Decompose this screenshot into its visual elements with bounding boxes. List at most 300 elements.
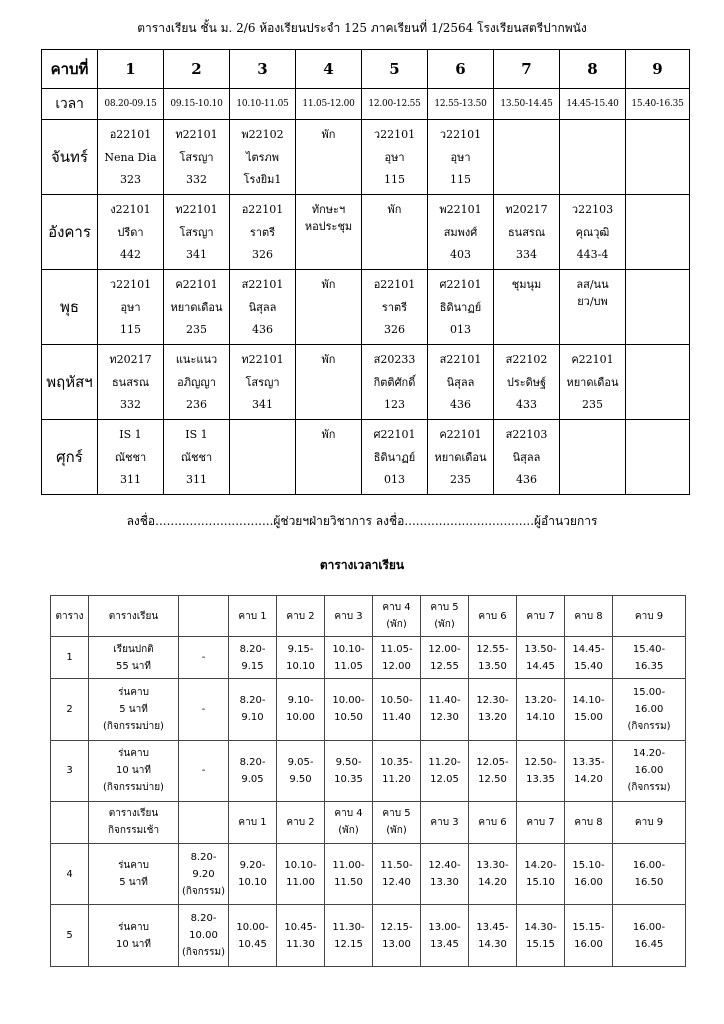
- cell-content: [560, 348, 625, 416]
- cell-line: 12.15: [334, 938, 363, 950]
- cell-line: นิสุลล: [248, 300, 277, 314]
- cell-line: ว22101: [109, 278, 152, 291]
- cell-line: 436: [450, 398, 471, 411]
- cell-line: 8.20-: [239, 695, 266, 707]
- day-row: [42, 345, 690, 420]
- cell-line: ลส/นน: [576, 278, 609, 291]
- timetable-cell: [517, 596, 565, 637]
- timetable-cell: [179, 843, 229, 905]
- timetable-cell: [179, 596, 229, 637]
- cell-line: (กิจกรรม): [627, 720, 671, 732]
- cell-line: (กิจกรรมบ่าย): [103, 782, 164, 794]
- cell-line: 15.10: [526, 877, 555, 889]
- timetable-cell: [325, 637, 373, 678]
- cell-line: IS 1: [185, 428, 208, 441]
- cell-line: โรงยิม1: [243, 173, 282, 186]
- cell-line: คาบ 4: [382, 602, 411, 614]
- cell-content: [362, 198, 427, 266]
- cell-line: 12.15-: [380, 921, 413, 933]
- cell-line: คุณวุฒิ: [575, 225, 610, 239]
- timetable-cell: [51, 637, 89, 678]
- cell-content: [428, 273, 493, 341]
- cell-line: คาบ 5: [382, 808, 411, 820]
- cell-line: ธิดินาฏย์: [439, 300, 482, 314]
- cell-content: [296, 423, 361, 491]
- timetable-cell: [373, 678, 421, 740]
- cell-line: 13.20-: [524, 695, 557, 707]
- cell-line: ว22101: [373, 128, 416, 141]
- cell-line: (กิจกรรม): [181, 947, 226, 959]
- cell-line: 123: [384, 398, 405, 411]
- timetable-cell: [373, 740, 421, 802]
- cell-line: คาบ 2: [286, 610, 315, 622]
- cell-line: ทักษะฯ: [311, 203, 346, 216]
- timetable-cell: [469, 596, 517, 637]
- cell-line: 332: [120, 398, 141, 411]
- cell-line: 311: [186, 473, 207, 486]
- cell-line: ตารางเรียน: [108, 610, 159, 622]
- timetable-cell: [373, 905, 421, 967]
- timetable-cell: [325, 843, 373, 905]
- schedule-cell: [98, 120, 164, 195]
- timetable-cell: [373, 843, 421, 905]
- cell-line: 236: [186, 398, 207, 411]
- schedule-cell: [362, 120, 428, 195]
- cell-content: [560, 198, 625, 266]
- cell-line: 14.20: [478, 877, 507, 889]
- schedule-cell: [494, 270, 560, 345]
- cell-line: อุษา: [450, 150, 471, 164]
- cell-line: กิจกรรมเช้า: [107, 825, 160, 837]
- timetable-row: [51, 637, 686, 678]
- cell-line: ธนสรณ: [507, 225, 546, 239]
- time-row: [42, 89, 690, 120]
- timetable-cell: [421, 678, 469, 740]
- cell-line: 14.45: [526, 660, 555, 672]
- cell-line: 9.20: [192, 868, 215, 880]
- timetable-cell: [277, 637, 325, 678]
- cell-content: [98, 273, 163, 341]
- cell-content: [98, 198, 163, 266]
- cell-line: คาบ 1: [238, 816, 267, 828]
- cell-line: พัก: [321, 278, 336, 291]
- cell-content: [626, 348, 689, 416]
- schedule-cell: [428, 270, 494, 345]
- cell-line: แนะแนว: [175, 353, 218, 366]
- period-header-row: [42, 50, 690, 89]
- cell-line: 235: [582, 398, 603, 411]
- cell-line: ท20217: [505, 203, 548, 216]
- period-time: 11.05-12.00: [296, 89, 362, 120]
- cell-content: [98, 348, 163, 416]
- cell-line: ไตรภพ: [245, 150, 280, 164]
- timetable-cell: [469, 802, 517, 843]
- cell-line: 55 นาที: [116, 660, 151, 672]
- cell-content: [626, 198, 689, 266]
- cell-line: (กิจกรรม): [181, 885, 226, 897]
- cell-line: 10 นาที: [116, 938, 151, 950]
- cell-content: [626, 423, 689, 491]
- day-name: อังคาร: [42, 195, 98, 270]
- timetable-cell: [565, 596, 613, 637]
- timetable-cell: [469, 843, 517, 905]
- cell-content: [164, 348, 229, 416]
- timetable-title: ตารางเวลาเรียน: [319, 558, 405, 572]
- cell-line: คาบ 3: [334, 610, 363, 622]
- cell-content: [296, 273, 361, 341]
- cell-line: ตารางเรียน: [108, 808, 159, 820]
- cell-line: ท22101: [175, 128, 218, 141]
- cell-content: [164, 198, 229, 266]
- period-time: 10.10-11.05: [230, 89, 296, 120]
- timetable-cell: [229, 596, 277, 637]
- cell-line: ชุมนุม: [511, 278, 542, 291]
- cell-line: โสรญา: [179, 150, 214, 164]
- cell-line: ร่นคาบ: [118, 921, 149, 933]
- cell-line: (พัก): [386, 619, 407, 631]
- timetable-cell: [565, 678, 613, 740]
- cell-line: Nena Dia: [104, 150, 157, 164]
- cell-line: 013: [450, 323, 471, 336]
- cell-line: 2: [66, 703, 73, 715]
- cell-line: 10.10: [238, 877, 267, 889]
- cell-line: พัก: [321, 353, 336, 366]
- cell-line: คาบ 9: [634, 610, 664, 622]
- cell-line: 14.30-: [524, 921, 557, 933]
- schedule-cell: [560, 270, 626, 345]
- timetable-cell: [373, 637, 421, 678]
- cell-line: 15.10-: [572, 860, 605, 872]
- schedule-cell: [626, 195, 690, 270]
- cell-line: ท22101: [241, 353, 284, 366]
- cell-line: เรียนปกติ: [113, 643, 154, 655]
- cell-line: (พัก): [386, 825, 407, 837]
- schedule-cell: [626, 345, 690, 420]
- cell-line: 11.05-: [380, 643, 413, 655]
- timetable-cell: [325, 905, 373, 967]
- cell-line: คาบ 6: [478, 610, 507, 622]
- cell-content: [428, 123, 493, 191]
- cell-line: 13.50-: [524, 643, 557, 655]
- schedule-cell: [164, 120, 230, 195]
- timetable-cell: [421, 637, 469, 678]
- cell-line: 13.45: [430, 938, 459, 950]
- cell-content: [230, 198, 295, 266]
- cell-line: -: [201, 652, 206, 664]
- cell-line: 10.10: [286, 660, 315, 672]
- cell-line: 341: [186, 248, 207, 261]
- cell-line: 10.50: [334, 712, 363, 724]
- timetable-cell: [229, 678, 277, 740]
- timetable-row: [51, 596, 686, 637]
- cell-content: [230, 423, 295, 491]
- cell-content: [428, 423, 493, 491]
- schedule-cell: [494, 420, 560, 495]
- cell-line: คาบ 5: [430, 602, 459, 614]
- cell-content: [428, 198, 493, 266]
- cell-line: 16.00-: [632, 860, 666, 872]
- schedule-cell: [560, 345, 626, 420]
- timetable-cell: [421, 905, 469, 967]
- schedule-cell: [164, 420, 230, 495]
- cell-line: 9.10-: [287, 695, 314, 707]
- period-time: 13.50-14.45: [494, 89, 560, 120]
- timetable-cell: [469, 905, 517, 967]
- timetable-cell: [229, 843, 277, 905]
- cell-line: 443-4: [576, 248, 609, 261]
- cell-line: ปรีดา: [117, 225, 144, 239]
- timetable-cell: [325, 678, 373, 740]
- cell-line: 11.20-: [428, 756, 461, 768]
- cell-line: 8.20-: [239, 756, 266, 768]
- timetable-cell: [229, 740, 277, 802]
- signature-line: ลงชื่อ...............................ผู้ช่วยฯฝ่ายวิชาการ ลงชื่อ..................................ผู้อำนวยการ: [126, 514, 598, 528]
- schedule-cell: [428, 420, 494, 495]
- cell-content: [494, 198, 559, 266]
- cell-line: ค22101: [175, 278, 218, 291]
- cell-line: หยาดเดือน: [566, 375, 619, 389]
- cell-line: ณัชชา: [180, 450, 213, 464]
- timetable-cell: [517, 740, 565, 802]
- cell-line: คาบ 2: [286, 816, 315, 828]
- timetable-cell: [517, 843, 565, 905]
- period-number: 1: [98, 50, 164, 89]
- period-number: 9: [626, 50, 690, 89]
- schedule-cell: [626, 270, 690, 345]
- cell-line: -: [201, 765, 206, 777]
- timetable-cell: [469, 637, 517, 678]
- day-row: [42, 420, 690, 495]
- cell-line: 12.50-: [524, 756, 557, 768]
- cell-line: 8.20-: [239, 643, 266, 655]
- timetable-cell: [89, 740, 179, 802]
- timetable-cell: [613, 637, 686, 678]
- cell-line: 9.10: [241, 712, 264, 724]
- cell-line: 10.00-: [236, 921, 269, 933]
- cell-line: นิสุลล: [512, 450, 541, 464]
- day-row: [42, 270, 690, 345]
- cell-line: 12.30: [430, 712, 459, 724]
- cell-line: 11.30: [286, 938, 315, 950]
- cell-content: [494, 123, 559, 191]
- cell-line: 12.50: [478, 773, 507, 785]
- cell-line: พัก: [387, 203, 402, 216]
- cell-line: 10.35-: [380, 756, 413, 768]
- cell-content: [296, 348, 361, 416]
- timetable-cell: [229, 802, 277, 843]
- cell-line: 15.40: [574, 660, 603, 672]
- cell-line: พ22101: [439, 203, 482, 216]
- cell-line: อ22101: [109, 128, 152, 141]
- timetable-cell: [565, 740, 613, 802]
- timetable-cell: [325, 596, 373, 637]
- cell-line: ร่นคาบ: [118, 860, 149, 872]
- cell-line: 235: [450, 473, 471, 486]
- schedule-cell: [98, 420, 164, 495]
- cell-line: 14.20: [574, 773, 603, 785]
- cell-line: พัก: [321, 428, 336, 441]
- timetable-cell: [229, 637, 277, 678]
- timetable-cell: [565, 637, 613, 678]
- cell-line: 326: [384, 323, 405, 336]
- cell-line: ท20217: [109, 353, 152, 366]
- period-time: 14.45-15.40: [560, 89, 626, 120]
- schedule-cell: [428, 195, 494, 270]
- timetable-cell: [229, 905, 277, 967]
- cell-line: (พัก): [338, 825, 359, 837]
- timetable-cell: [565, 802, 613, 843]
- cell-line: 16.00: [634, 765, 664, 777]
- cell-line: หยาดเดือน: [170, 300, 223, 314]
- timetable-cell: [89, 802, 179, 843]
- cell-line: 442: [120, 248, 141, 261]
- timetable-row: [51, 678, 686, 740]
- cell-line: 12.55: [430, 660, 459, 672]
- timetable-row: [51, 843, 686, 905]
- timetable-cell: [469, 740, 517, 802]
- schedule-cell: [560, 120, 626, 195]
- cell-line: 1: [66, 652, 73, 664]
- cell-line: 13.35-: [572, 756, 605, 768]
- period-time: 12.55-13.50: [428, 89, 494, 120]
- cell-line: 14.20-: [524, 860, 557, 872]
- timetable-cell: [51, 740, 89, 802]
- cell-line: ส22101: [439, 353, 482, 366]
- day-name: ศุกร์: [42, 420, 98, 495]
- cell-line: อุษา: [120, 300, 141, 314]
- period-time: 08.20-09.15: [98, 89, 164, 120]
- schedule-cell: [98, 270, 164, 345]
- cell-line: 9.15-: [287, 643, 314, 655]
- timetable-cell: [277, 802, 325, 843]
- cell-content: [626, 273, 689, 341]
- cell-line: 326: [252, 248, 273, 261]
- schedule-cell: [362, 270, 428, 345]
- schedule-cell: [560, 420, 626, 495]
- cell-line: 13.00-: [428, 921, 461, 933]
- timetable-cell: [51, 802, 89, 843]
- cell-line: 12.00: [382, 660, 411, 672]
- schedule-cell: [428, 120, 494, 195]
- cell-line: 11.00-: [332, 860, 365, 872]
- timetable-cell: [89, 678, 179, 740]
- cell-line: 9.20-: [239, 860, 266, 872]
- cell-line: 9.05: [241, 773, 264, 785]
- period-number: 3: [230, 50, 296, 89]
- cell-line: 12.40: [382, 877, 411, 889]
- cell-line: สมพงศ์: [443, 225, 478, 239]
- timetable-cell: [373, 596, 421, 637]
- schedule-cell: [230, 270, 296, 345]
- timetable-cell: [277, 596, 325, 637]
- cell-line: 12.40-: [428, 860, 461, 872]
- cell-line: 15.15: [526, 938, 555, 950]
- cell-line: 8.20-: [190, 913, 217, 925]
- cell-line: ส22101: [241, 278, 284, 291]
- cell-line: หยาดเดือน: [434, 450, 487, 464]
- schedule-cell: [494, 120, 560, 195]
- cell-line: พ22102: [241, 128, 284, 141]
- cell-content: [560, 123, 625, 191]
- cell-line: โสรญา: [179, 225, 214, 239]
- cell-line: 13.50: [478, 660, 507, 672]
- timetable-cell: [89, 596, 179, 637]
- cell-line: 16.35: [634, 660, 664, 672]
- cell-line: อุษา: [384, 150, 405, 164]
- cell-line: 15.00-: [632, 686, 666, 698]
- cell-line: -: [201, 703, 206, 715]
- cell-content: [98, 123, 163, 191]
- schedule-cell: [362, 345, 428, 420]
- cell-content: [362, 273, 427, 341]
- cell-line: 115: [450, 173, 471, 186]
- cell-line: 4: [66, 868, 73, 880]
- cell-line: 115: [120, 323, 141, 336]
- timetable-cell: [179, 740, 229, 802]
- timetable-cell: [373, 802, 421, 843]
- cell-line: 235: [186, 323, 207, 336]
- cell-line: 12.55-: [476, 643, 509, 655]
- cell-line: 12.05: [430, 773, 459, 785]
- cell-line: 16.00-: [632, 921, 666, 933]
- timetable-cell: [421, 740, 469, 802]
- timetable-cell: [89, 905, 179, 967]
- cell-line: 436: [252, 323, 273, 336]
- cell-line: 11.30-: [332, 921, 365, 933]
- period-time: 12.00-12.55: [362, 89, 428, 120]
- schedule-cell: [296, 345, 362, 420]
- cell-line: IS 1: [119, 428, 142, 441]
- cell-line: ศ22101: [373, 428, 416, 441]
- schedule-cell: [494, 345, 560, 420]
- cell-content: [362, 348, 427, 416]
- timetable-cell: [51, 905, 89, 967]
- cell-line: ร่นคาบ: [118, 686, 149, 698]
- cell-line: 10.00: [189, 930, 218, 942]
- cell-line: คาบ 8: [574, 610, 603, 622]
- schedule-cell: [626, 420, 690, 495]
- cell-content: [230, 123, 295, 191]
- cell-line: 403: [450, 248, 471, 261]
- cell-line: คาบ 6: [478, 816, 507, 828]
- timetable-cell: [179, 637, 229, 678]
- cell-line: ว22103: [571, 203, 614, 216]
- period-label: คาบที่: [42, 50, 98, 89]
- cell-line: 10.10-: [332, 643, 365, 655]
- cell-content: [296, 198, 361, 266]
- cell-content: [362, 123, 427, 191]
- cell-line: 12.05-: [476, 756, 509, 768]
- schedule-cell: [164, 345, 230, 420]
- cell-line: พัก: [321, 128, 336, 141]
- period-number: 7: [494, 50, 560, 89]
- cell-line: 16.00: [574, 938, 603, 950]
- cell-line: คาบ 7: [526, 816, 555, 828]
- schedule-cell: [362, 195, 428, 270]
- period-number: 8: [560, 50, 626, 89]
- cell-line: 13.00: [382, 938, 411, 950]
- cell-line: ยว/บพ: [577, 295, 608, 308]
- cell-content: [230, 348, 295, 416]
- period-number: 4: [296, 50, 362, 89]
- cell-line: 11.00: [286, 877, 315, 889]
- cell-content: [626, 123, 689, 191]
- timetable-cell: [421, 802, 469, 843]
- timetable-cell: [565, 843, 613, 905]
- cell-line: ศ22101: [439, 278, 482, 291]
- cell-line: 14.10-: [572, 695, 605, 707]
- cell-line: คาบ 7: [526, 610, 555, 622]
